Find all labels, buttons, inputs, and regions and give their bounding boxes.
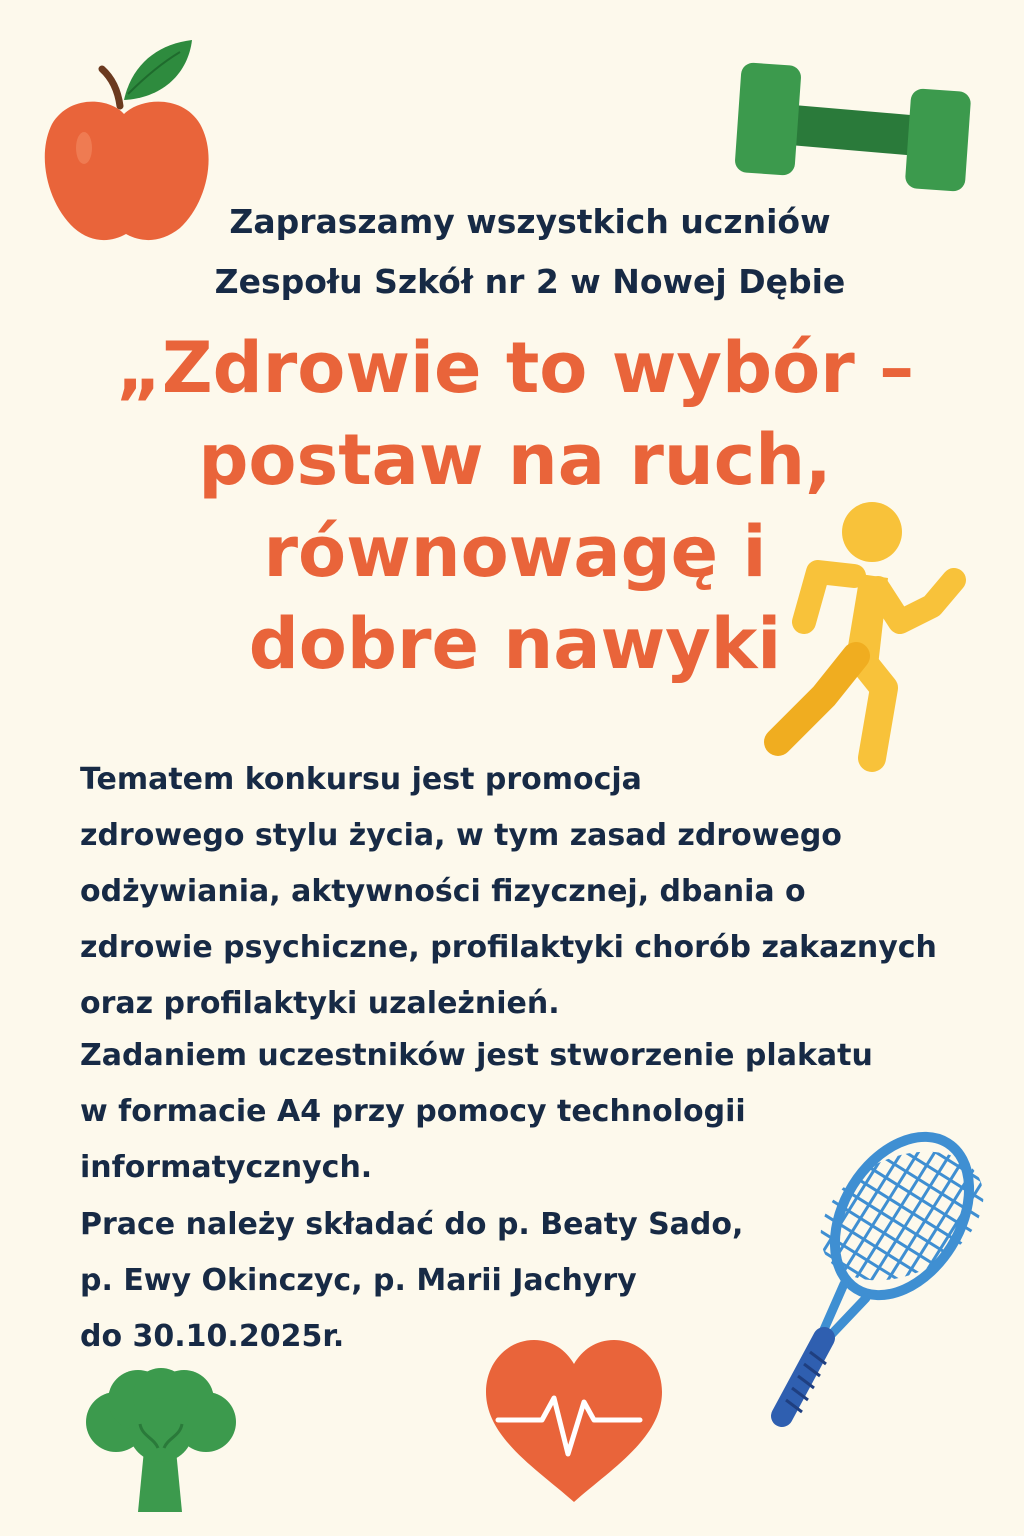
intro-text [120,192,940,312]
text-line: do 30.10.2025r. [80,1319,345,1354]
broccoli-icon [82,1366,240,1516]
title-line: dobre nawyki [248,603,782,685]
text-line: zdrowego stylu życia, w tym zasad zdrowego [80,818,842,853]
text-line: zdrowie psychiczne, profilaktyki chorób zakaznych [80,930,937,965]
intro-line: Zespołu Szkół nr 2 w Nowej Dębie [214,262,846,301]
text-line: informatycznych. [80,1150,373,1185]
title-line: „Zdrowie to wybór – [115,327,915,409]
title-line: postaw na ruch, [198,419,832,501]
paragraph-task [80,1028,873,1196]
text-line: Prace należy składać do p. Beaty Sado, [80,1207,744,1242]
text-line: odżywiania, aktywności fizycznej, dbania o [80,874,806,909]
runner-icon [760,496,970,776]
heart-pulse-icon [484,1336,664,1506]
dumbbell-icon [726,60,978,196]
text-line: p. Ewy Okinczyc, p. Marii Jachyry [80,1263,637,1298]
text-line: Zadaniem uczestników jest stworzenie plakatu [80,1038,873,1073]
paragraph-topic [80,752,937,1032]
intro-line: Zapraszamy wszystkich uczniów [229,202,831,241]
text-line: w formacie A4 przy pomocy technologii [80,1094,746,1129]
text-line: oraz profilaktyki uzależnień. [80,986,560,1021]
title-line: równowagę i [263,511,767,593]
tennis-racket-icon [762,1124,992,1440]
text-line: Tematem konkursu jest promocja [80,762,642,797]
